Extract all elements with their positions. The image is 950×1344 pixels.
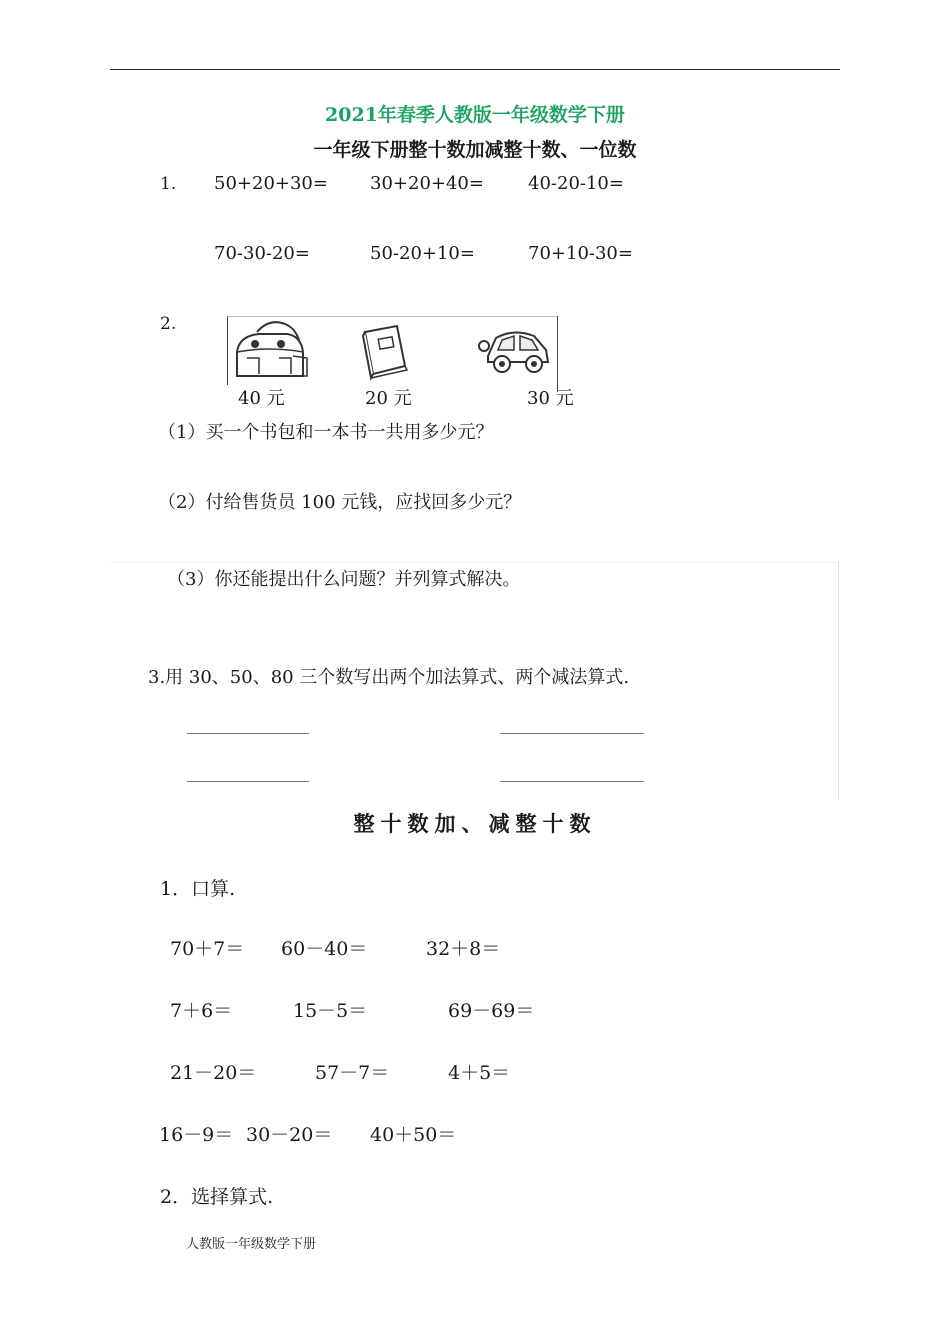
mental-calc-9: 4＋5＝ — [448, 1062, 511, 1084]
question-1-number: 1. — [160, 174, 177, 194]
page-title: 2021年春季人教版一年级数学下册 — [325, 104, 625, 126]
answer-blank-4[interactable] — [500, 781, 644, 782]
mental-calc-4: 7＋6＝ — [170, 1000, 233, 1022]
mental-calc-7: 21－20＝ — [170, 1062, 257, 1084]
mental-calc-10: 16－9＝ — [159, 1124, 234, 1146]
mental-calc-12: 40＋50＝ — [370, 1124, 457, 1146]
section-divider — [110, 562, 840, 563]
mental-calc-1: 70＋7＝ — [170, 938, 245, 960]
section-2-q1-label: 1．口算. — [160, 878, 236, 900]
answer-blank-2[interactable] — [500, 733, 644, 734]
question-3-text: 3.用 30、50、80 三个数写出两个加法算式、两个减法算式. — [148, 667, 630, 688]
page-subtitle: 一年级下册整十数加减整十数、一位数 — [313, 139, 637, 161]
q2-sub-question-1: （1）买一个书包和一本书一共用多少元？ — [158, 422, 494, 443]
q1-expr-4: 70-30-20= — [214, 243, 310, 264]
answer-blank-3[interactable] — [187, 781, 309, 782]
section-2-title: 整十数加、减整十数 — [353, 811, 597, 836]
section-2-q2-label: 2．选择算式. — [160, 1186, 274, 1208]
book-icon — [355, 322, 415, 382]
book-price: 20 元 — [365, 388, 412, 409]
q1-expr-3: 40-20-10= — [528, 173, 624, 194]
q2-sub-question-3: （3）你还能提出什么问题？并列算式解决。 — [167, 569, 521, 590]
mental-calc-11: 30－20＝ — [246, 1124, 333, 1146]
answer-blank-1[interactable] — [187, 733, 309, 734]
q1-expr-6: 70+10-30= — [528, 243, 633, 264]
q1-expr-1: 50+20+30= — [214, 173, 328, 194]
q1-expr-2: 30+20+40= — [370, 173, 484, 194]
page-footer: 人教版一年级数学下册 — [186, 1237, 317, 1252]
header-rule — [110, 69, 840, 70]
mental-calc-2: 60－40＝ — [281, 938, 368, 960]
question-2-number: 2. — [160, 314, 177, 334]
page-edge-line — [838, 562, 839, 800]
toy-car-icon — [474, 322, 554, 378]
backpack-price: 40 元 — [238, 388, 285, 409]
items-picture-frame-edge — [557, 316, 558, 392]
mental-calc-5: 15－5＝ — [293, 1000, 368, 1022]
q1-expr-5: 50-20+10= — [370, 243, 475, 264]
backpack-icon — [229, 318, 309, 384]
mental-calc-8: 57－7＝ — [315, 1062, 390, 1084]
mental-calc-6: 69－69＝ — [448, 1000, 535, 1022]
mental-calc-3: 32＋8＝ — [426, 938, 501, 960]
q2-sub-question-2: （2）付给售货员 100 元钱，应找回多少元？ — [158, 492, 522, 513]
toy-car-price: 30 元 — [527, 388, 574, 409]
